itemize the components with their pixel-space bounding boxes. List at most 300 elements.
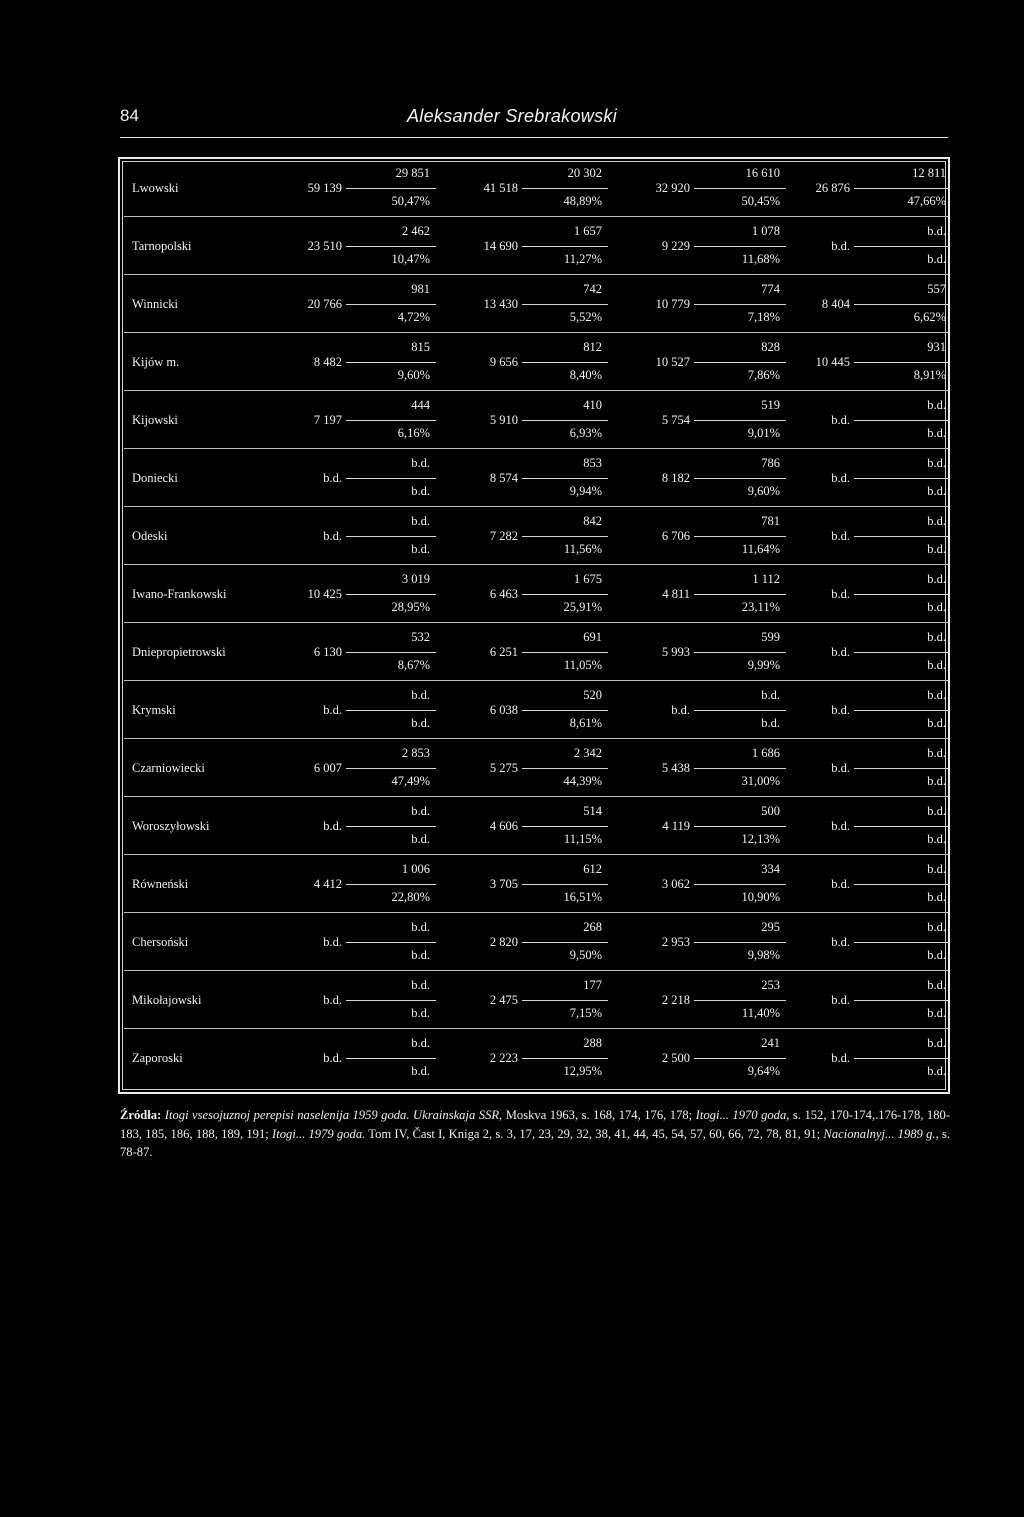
percent-1989: b.d. (927, 1064, 946, 1078)
total-1989: b.d. (831, 587, 850, 601)
count-1959: 29 851 (395, 166, 430, 180)
source-ref-1-title: Itogi vsesojuznoj perepisi naselenija 1959 goda. (164, 1108, 410, 1122)
percent-1970: 9,50% (569, 948, 602, 962)
table-row (124, 797, 948, 855)
percent-1970: 5,52% (569, 310, 602, 324)
fraction-rule-1970 (522, 942, 608, 943)
total-population: b.d. (323, 529, 342, 543)
fraction-rule-1959 (346, 652, 436, 653)
total-1979: 5 754 (661, 413, 690, 427)
count-1979: 1 686 (751, 746, 780, 760)
fraction-rule-1979 (694, 362, 786, 363)
fraction-rule-1959 (346, 536, 436, 537)
count-1979: 828 (761, 340, 780, 354)
source-ref-2-title: Ukrainskaja SSR, (413, 1108, 503, 1122)
fraction-rule-1989 (854, 304, 948, 305)
count-1979: 1 078 (751, 224, 780, 238)
region-name: Kijów m. (132, 355, 180, 369)
total-1979: 2 953 (661, 935, 690, 949)
fraction-rule-1959 (346, 420, 436, 421)
region-name: Tarnopolski (132, 239, 192, 253)
fraction-rule-1970 (522, 362, 608, 363)
region-name: Chersoński (132, 935, 189, 949)
count-1959: b.d. (411, 688, 430, 702)
percent-1979: 9,64% (747, 1064, 780, 1078)
percent-1979: 31,00% (741, 774, 780, 788)
table-row (124, 739, 948, 797)
percent-1970: 48,89% (563, 194, 602, 208)
count-1970: 853 (583, 456, 602, 470)
table-row (124, 275, 948, 333)
total-1989: b.d. (831, 239, 850, 253)
count-1959: 2 462 (401, 224, 430, 238)
total-1970: 9 656 (489, 355, 518, 369)
total-1989: b.d. (831, 819, 850, 833)
table-row (124, 507, 948, 565)
source-ref-3-details: s. 152, 170-174,.176-178, 180-183, 185, 186, 188, 189, 191; (120, 1108, 950, 1141)
percent-1989: b.d. (927, 832, 946, 846)
total-1979: 2 500 (661, 1051, 690, 1065)
region-name: Zaporoski (132, 1051, 183, 1065)
fraction-rule-1970 (522, 1000, 608, 1001)
percent-1970: 44,39% (563, 774, 602, 788)
percent-1979: 10,90% (741, 890, 780, 904)
source-ref-4-details: Tom IV, Čast I, Kniga 2, s. 3, 17, 23, 29, 32, 38, 41, 44, 45, 54, 57, 60, 66, 72, 78, 81, 91; (368, 1126, 821, 1141)
total-1989: 26 876 (815, 181, 850, 195)
fraction-rule-1970 (522, 246, 608, 247)
count-1970: 1 657 (573, 224, 602, 238)
count-1959: 532 (411, 630, 430, 644)
fraction-rule-1989 (854, 1058, 948, 1059)
percent-1970: 11,56% (563, 542, 602, 556)
total-1989: b.d. (831, 471, 850, 485)
fraction-rule-1970 (522, 826, 608, 827)
percent-1959: b.d. (411, 1006, 430, 1020)
total-1970: 6 251 (489, 645, 518, 659)
source-ref-3-title: Itogi... 1970 goda, (695, 1108, 790, 1122)
percent-1989: b.d. (927, 542, 946, 556)
total-1979: 10 779 (655, 297, 690, 311)
population-table (118, 157, 950, 1094)
total-population: 6 130 (313, 645, 342, 659)
count-1970: 1 675 (573, 572, 602, 586)
count-1959: b.d. (411, 920, 430, 934)
region-name: Dniepropietrowski (132, 645, 226, 659)
fraction-rule-1989 (854, 420, 948, 421)
fraction-rule-1959 (346, 304, 436, 305)
table-row (124, 623, 948, 681)
percent-1970: 12,95% (563, 1064, 602, 1078)
table-row (124, 217, 948, 275)
sources-note (120, 1106, 950, 1162)
total-1970: 2 820 (489, 935, 518, 949)
total-1979: 6 706 (661, 529, 690, 543)
fraction-rule-1989 (854, 942, 948, 943)
percent-1979: b.d. (761, 716, 780, 730)
fraction-rule-1979 (694, 652, 786, 653)
percent-1989: 6,62% (913, 310, 946, 324)
page-number: 84 (120, 106, 139, 125)
count-1979: 519 (761, 398, 780, 412)
fraction-rule-1989 (854, 768, 948, 769)
total-1989: b.d. (831, 993, 850, 1007)
region-name: Doniecki (132, 471, 178, 485)
count-1979: 16 610 (745, 166, 780, 180)
total-1989: b.d. (831, 877, 850, 891)
percent-1959: b.d. (411, 716, 430, 730)
total-1979: 4 119 (662, 819, 690, 833)
count-1979: 253 (761, 978, 780, 992)
count-1979: 781 (761, 514, 780, 528)
percent-1979: 9,01% (747, 426, 780, 440)
total-1979: 2 218 (661, 993, 690, 1007)
fraction-rule-1979 (694, 1000, 786, 1001)
count-1970: 177 (583, 978, 602, 992)
percent-1970: 16,51% (563, 890, 602, 904)
count-1959: b.d. (411, 1036, 430, 1050)
percent-1979: 11,68% (741, 252, 780, 266)
region-name: Iwano-Frankowski (132, 587, 227, 601)
source-ref-4-title: Itogi... 1979 goda. (272, 1126, 366, 1141)
fraction-rule-1959 (346, 1058, 436, 1059)
total-1979: 9 229 (661, 239, 690, 253)
percent-1979: 9,99% (747, 658, 780, 672)
count-1979: 295 (761, 920, 780, 934)
count-1989: b.d. (927, 978, 946, 992)
fraction-rule-1979 (694, 768, 786, 769)
region-name: Czarniowiecki (132, 761, 205, 775)
total-1970: 6 038 (489, 703, 518, 717)
total-1970: 5 275 (489, 761, 518, 775)
region-name: Odeski (132, 529, 168, 543)
count-1989: b.d. (927, 862, 946, 876)
percent-1970: 9,94% (569, 484, 602, 498)
total-population: b.d. (323, 819, 342, 833)
count-1970: 2 342 (573, 746, 602, 760)
percent-1970: 25,91% (563, 600, 602, 614)
percent-1970: 7,15% (569, 1006, 602, 1020)
count-1979: b.d. (761, 688, 780, 702)
percent-1959: 28,95% (391, 600, 430, 614)
fraction-rule-1979 (694, 420, 786, 421)
total-1970: 4 606 (489, 819, 518, 833)
fraction-rule-1970 (522, 478, 608, 479)
percent-1959: b.d. (411, 832, 430, 846)
percent-1970: 6,93% (569, 426, 602, 440)
count-1979: 774 (761, 282, 780, 296)
fraction-rule-1979 (694, 304, 786, 305)
total-1979: 5 438 (661, 761, 690, 775)
total-1989: b.d. (831, 703, 850, 717)
fraction-rule-1970 (522, 1058, 608, 1059)
fraction-rule-1959 (346, 942, 436, 943)
count-1959: 3 019 (401, 572, 430, 586)
count-1989: b.d. (927, 514, 946, 528)
total-population: 10 425 (307, 587, 342, 601)
fraction-rule-1979 (694, 942, 786, 943)
count-1989: b.d. (927, 224, 946, 238)
total-1979: 4 811 (662, 587, 690, 601)
count-1970: 20 302 (567, 166, 602, 180)
percent-1959: b.d. (411, 948, 430, 962)
percent-1959: 8,67% (397, 658, 430, 672)
total-population: 20 766 (307, 297, 342, 311)
percent-1979: 9,60% (747, 484, 780, 498)
region-name: Kijowski (132, 413, 178, 427)
fraction-rule-1970 (522, 884, 608, 885)
percent-1959: b.d. (411, 484, 430, 498)
percent-1979: 7,86% (747, 368, 780, 382)
total-1970: 14 690 (483, 239, 518, 253)
percent-1959: 9,60% (397, 368, 430, 382)
count-1989: 12 811 (912, 166, 946, 180)
count-1989: b.d. (927, 746, 946, 760)
count-1979: 1 112 (752, 572, 780, 586)
fraction-rule-1970 (522, 594, 608, 595)
percent-1989: b.d. (927, 1006, 946, 1020)
count-1970: 268 (583, 920, 602, 934)
total-1970: 7 282 (489, 529, 518, 543)
total-population: b.d. (323, 703, 342, 717)
percent-1970: 8,40% (569, 368, 602, 382)
fraction-rule-1989 (854, 478, 948, 479)
total-population: 6 007 (313, 761, 342, 775)
percent-1959: 47,49% (391, 774, 430, 788)
fraction-rule-1979 (694, 536, 786, 537)
count-1959: b.d. (411, 978, 430, 992)
percent-1959: b.d. (411, 542, 430, 556)
region-name: Mikołajowski (132, 993, 202, 1007)
total-population: 7 197 (313, 413, 342, 427)
count-1989: b.d. (927, 1036, 946, 1050)
fraction-rule-1959 (346, 594, 436, 595)
fraction-rule-1979 (694, 884, 786, 885)
percent-1959: 22,80% (391, 890, 430, 904)
total-population: b.d. (323, 471, 342, 485)
fraction-rule-1989 (854, 594, 948, 595)
running-head-author: Aleksander Srebrakowski (407, 106, 617, 126)
count-1970: 520 (583, 688, 602, 702)
fraction-rule-1959 (346, 768, 436, 769)
total-1979: 8 182 (661, 471, 690, 485)
total-1970: 5 910 (489, 413, 518, 427)
fraction-rule-1989 (854, 536, 948, 537)
source-ref-5-details: s. 78-87. (120, 1126, 950, 1159)
total-population: b.d. (323, 1051, 342, 1065)
count-1959: 2 853 (401, 746, 430, 760)
total-1970: 41 518 (483, 181, 518, 195)
percent-1959: 4,72% (397, 310, 430, 324)
count-1989: b.d. (927, 572, 946, 586)
count-1979: 599 (761, 630, 780, 644)
percent-1989: b.d. (927, 658, 946, 672)
count-1989: 931 (927, 340, 946, 354)
total-1989: 8 404 (821, 297, 850, 311)
table-row (124, 913, 948, 971)
fraction-rule-1989 (854, 362, 948, 363)
fraction-rule-1959 (346, 884, 436, 885)
count-1959: b.d. (411, 514, 430, 528)
percent-1989: b.d. (927, 426, 946, 440)
region-name: Równeński (132, 877, 189, 891)
total-1970: 13 430 (483, 297, 518, 311)
percent-1970: 8,61% (569, 716, 602, 730)
percent-1989: b.d. (927, 484, 946, 498)
fraction-rule-1970 (522, 768, 608, 769)
percent-1989: b.d. (927, 252, 946, 266)
percent-1979: 11,64% (741, 542, 780, 556)
count-1959: 1 006 (401, 862, 430, 876)
fraction-rule-1970 (522, 710, 608, 711)
total-1970: 2 223 (489, 1051, 518, 1065)
count-1989: b.d. (927, 398, 946, 412)
fraction-rule-1959 (346, 1000, 436, 1001)
total-population: 59 139 (307, 181, 342, 195)
percent-1979: 7,18% (747, 310, 780, 324)
percent-1979: 50,45% (741, 194, 780, 208)
count-1989: b.d. (927, 456, 946, 470)
total-1970: 2 475 (489, 993, 518, 1007)
percent-1989: b.d. (927, 890, 946, 904)
region-name: Winnicki (132, 297, 179, 311)
count-1979: 500 (761, 804, 780, 818)
count-1970: 691 (583, 630, 602, 644)
total-population: 23 510 (307, 239, 342, 253)
fraction-rule-1959 (346, 710, 436, 711)
count-1959: b.d. (411, 456, 430, 470)
percent-1979: 11,40% (741, 1006, 780, 1020)
fraction-rule-1959 (346, 188, 436, 189)
total-1989: 10 445 (815, 355, 850, 369)
count-1970: 410 (583, 398, 602, 412)
percent-1989: 8,91% (913, 368, 946, 382)
fraction-rule-1989 (854, 188, 948, 189)
percent-1959: 10,47% (391, 252, 430, 266)
table-row (124, 971, 948, 1029)
percent-1989: 47,66% (907, 194, 946, 208)
table-row (124, 391, 948, 449)
total-1989: b.d. (831, 1051, 850, 1065)
percent-1989: b.d. (927, 600, 946, 614)
fraction-rule-1989 (854, 826, 948, 827)
fraction-rule-1979 (694, 246, 786, 247)
table-row (124, 449, 948, 507)
percent-1959: 50,47% (391, 194, 430, 208)
total-1989: b.d. (831, 413, 850, 427)
table-row (124, 333, 948, 391)
total-population: 8 482 (313, 355, 342, 369)
fraction-rule-1970 (522, 420, 608, 421)
percent-1959: 6,16% (397, 426, 430, 440)
table-row (124, 1029, 948, 1087)
percent-1959: b.d. (411, 1064, 430, 1078)
count-1970: 514 (583, 804, 602, 818)
count-1970: 288 (583, 1036, 602, 1050)
fraction-rule-1989 (854, 652, 948, 653)
region-name: Lwowski (132, 181, 179, 195)
total-population: b.d. (323, 935, 342, 949)
total-1989: b.d. (831, 935, 850, 949)
count-1989: b.d. (927, 804, 946, 818)
table-row (124, 565, 948, 623)
total-1989: b.d. (831, 761, 850, 775)
total-1979: 32 920 (655, 181, 690, 195)
fraction-rule-1970 (522, 536, 608, 537)
percent-1970: 11,05% (563, 658, 602, 672)
total-1970: 6 463 (489, 587, 518, 601)
count-1959: b.d. (411, 804, 430, 818)
fraction-rule-1979 (694, 478, 786, 479)
fraction-rule-1989 (854, 1000, 948, 1001)
total-1970: 3 705 (489, 877, 518, 891)
total-1979: 3 062 (661, 877, 690, 891)
fraction-rule-1959 (346, 478, 436, 479)
percent-1989: b.d. (927, 948, 946, 962)
fraction-rule-1970 (522, 304, 608, 305)
fraction-rule-1970 (522, 652, 608, 653)
count-1989: 557 (927, 282, 946, 296)
region-name: Krymski (132, 703, 176, 717)
fraction-rule-1979 (694, 710, 786, 711)
total-1979: 10 527 (655, 355, 690, 369)
table-row (124, 855, 948, 913)
count-1959: 815 (411, 340, 430, 354)
sources-label: Źródła: (120, 1108, 162, 1122)
fraction-rule-1989 (854, 884, 948, 885)
fraction-rule-1959 (346, 246, 436, 247)
fraction-rule-1989 (854, 710, 948, 711)
count-1989: b.d. (927, 920, 946, 934)
fraction-rule-1959 (346, 826, 436, 827)
fraction-rule-1979 (694, 826, 786, 827)
total-1989: b.d. (831, 529, 850, 543)
count-1979: 786 (761, 456, 780, 470)
total-1989: b.d. (831, 645, 850, 659)
count-1959: 981 (411, 282, 430, 296)
percent-1979: 23,11% (741, 600, 780, 614)
fraction-rule-1959 (346, 362, 436, 363)
fraction-rule-1970 (522, 188, 608, 189)
percent-1970: 11,15% (563, 832, 602, 846)
region-name: Woroszyłowski (132, 819, 210, 833)
percent-1979: 9,98% (747, 948, 780, 962)
table-row (124, 159, 948, 217)
count-1979: 241 (761, 1036, 780, 1050)
fraction-rule-1979 (694, 594, 786, 595)
table-row (124, 681, 948, 739)
percent-1979: 12,13% (741, 832, 780, 846)
header-rule (120, 137, 948, 138)
count-1970: 812 (583, 340, 602, 354)
count-1989: b.d. (927, 630, 946, 644)
count-1970: 842 (583, 514, 602, 528)
total-1979: 5 993 (661, 645, 690, 659)
count-1989: b.d. (927, 688, 946, 702)
count-1970: 742 (583, 282, 602, 296)
fraction-rule-1979 (694, 1058, 786, 1059)
fraction-rule-1989 (854, 246, 948, 247)
source-ref-5-title: Nacionalnyj... 1989 g., (823, 1126, 939, 1141)
total-1979: b.d. (671, 703, 690, 717)
percent-1989: b.d. (927, 716, 946, 730)
percent-1970: 11,27% (563, 252, 602, 266)
fraction-rule-1979 (694, 188, 786, 189)
count-1959: 444 (411, 398, 430, 412)
count-1979: 334 (761, 862, 780, 876)
total-population: b.d. (323, 993, 342, 1007)
total-1970: 8 574 (489, 471, 518, 485)
percent-1989: b.d. (927, 774, 946, 788)
